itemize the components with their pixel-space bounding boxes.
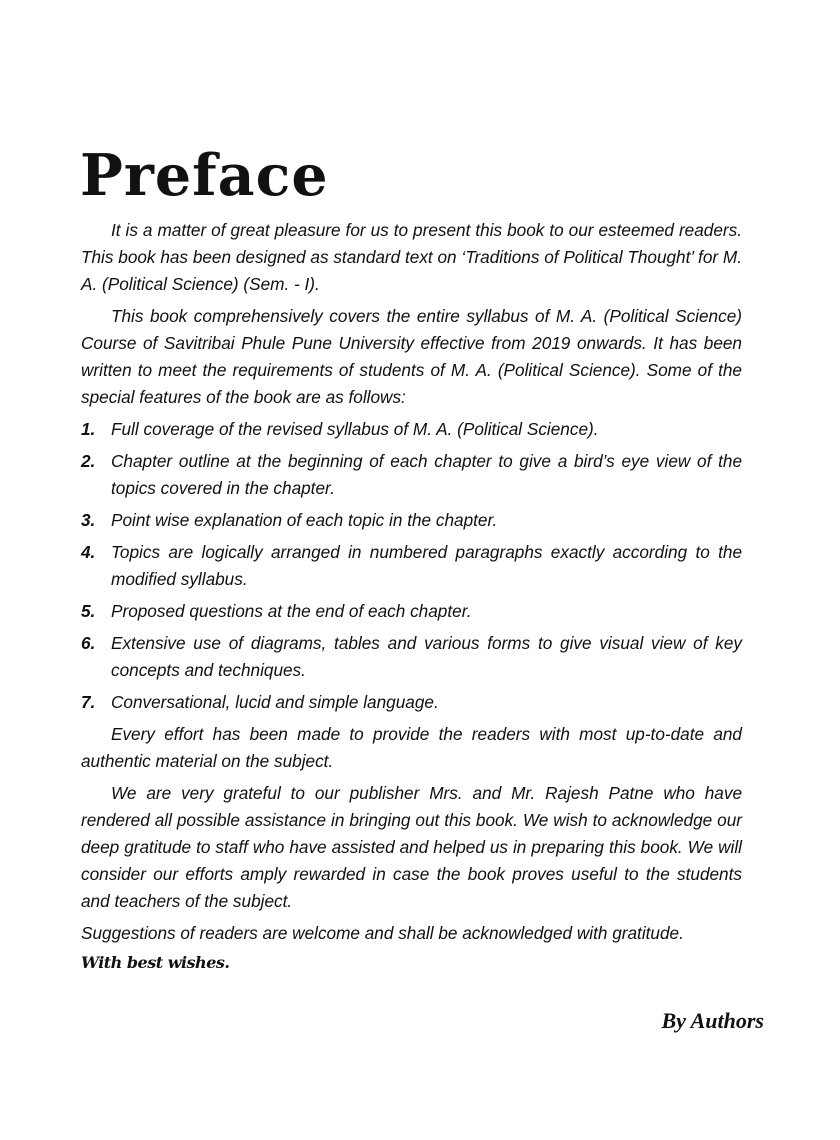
intro-paragraph: It is a matter of great pleasure for us to present this book to our esteemed readers. This book has been designed as standard text on ‘Traditions of Political Thought’ for M. A. (Political Science) (Sem. - I).: [81, 220, 742, 294]
list-text: Point wise explanation of each topic in the chapter.: [111, 510, 498, 530]
list-item: [81, 448, 742, 502]
list-number: 4.: [81, 542, 96, 562]
list-text: Chapter outline at the beginning of each chapter to give a bird’s eye view of the topics covered in the chapter.: [111, 451, 742, 498]
closing-paragraph: We are very grateful to our publisher Mrs. and Mr. Rajesh Patne who have rendered all possible assistance in bringing out this book. We wish to acknowledge our deep gratitude to staff who have assisted and helped us in preparing this book. We will consider our efforts amply rewarded in case the book proves useful to the students and teachers of the subject.: [81, 783, 742, 911]
list-number: 6.: [81, 633, 96, 653]
list-number: 7.: [81, 692, 96, 712]
list-item: [81, 630, 742, 684]
list-text: Extensive use of diagrams, tables and various forms to give visual view of key concepts and techniques.: [111, 633, 742, 680]
list-text: Proposed questions at the end of each chapter.: [111, 601, 472, 621]
suggestions-text: Suggestions of readers are welcome and shall be acknowledged with gratitude.: [81, 923, 684, 943]
list-number: 1.: [81, 419, 96, 439]
list-item: [81, 416, 742, 443]
closing-paragraph: Every effort has been made to provide the readers with most up-to-date and authentic material on the subject.: [81, 724, 742, 771]
signature: By Authors: [661, 1008, 764, 1033]
list-number: 3.: [81, 510, 96, 530]
list-item: [81, 689, 742, 716]
list-text: Topics are logically arranged in numbered paragraphs exactly according to the modified syllabus.: [111, 542, 742, 589]
list-text: Conversational, lucid and simple language.: [111, 692, 439, 712]
list-text: Full coverage of the revised syllabus of M. A. (Political Science).: [111, 419, 599, 439]
intro-paragraph: This book comprehensively covers the entire syllabus of M. A. (Political Science) Course of Savitribai Phule Pune University effective from 2019 onwards. It has been written to meet the requirements of students of M. A. (Political Science). Some of the special features of the book are as follows:: [81, 306, 742, 407]
list-number: 5.: [81, 601, 96, 621]
list-item: [81, 507, 742, 534]
preface-body: [81, 217, 742, 976]
page-title: Preface: [80, 142, 329, 209]
list-item: [81, 598, 742, 625]
list-number: 2.: [81, 451, 96, 471]
best-wishes: With best wishes.: [81, 953, 230, 972]
features-list: [81, 416, 742, 716]
list-item: [81, 539, 742, 593]
